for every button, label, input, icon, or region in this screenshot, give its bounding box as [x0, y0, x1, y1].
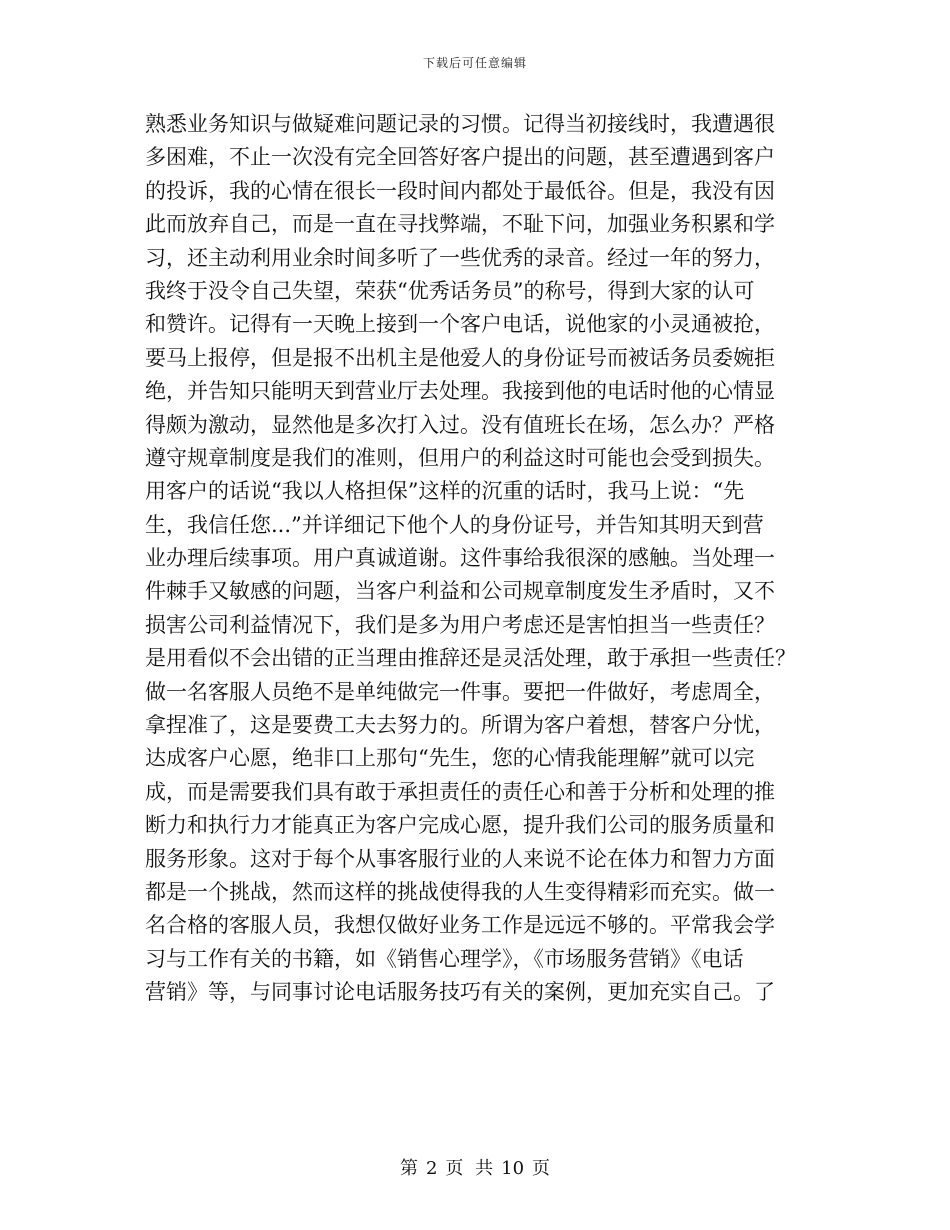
text-line: 断力和执行力才能真正为客户完成心愿，提升我们公司的服务质量和	[145, 813, 775, 838]
total-pages-number: 10	[501, 1158, 525, 1179]
text-line: 多困难，不止一次没有完全回答好客户提出的问题，甚至遭遇到客户	[145, 145, 775, 170]
text-line: 成，而是需要我们具有敢于承担责任的责任心和善于分析和处理的推	[145, 779, 775, 804]
text-line: 名合格的客服人员，我想仅做好业务工作是远远不够的。平常我会学	[145, 913, 775, 938]
page-footer	[0, 1154, 950, 1180]
text-line: 损害公司利益情况下，我们是多为用户考虑还是害怕担当一些责任？	[145, 612, 775, 637]
text-line: 得颇为激动，显然他是多次打入过。没有值班长在场，怎么办？严格	[145, 412, 775, 437]
text-line: 生，我信任您...”并详细记下他个人的身份证号，并告知其明天到营	[145, 512, 764, 537]
page-label-suffix: 页	[532, 1158, 551, 1179]
page-header: 下载后可任意编辑	[422, 56, 527, 70]
page-label-mid: 页 共	[445, 1158, 494, 1179]
text-line: 营销》等，与同事讨论电话服务技巧有关的案例，更加充实自己。了	[145, 980, 775, 1005]
text-line: 熟悉业务知识与做疑难问题记录的习惯。记得当初接线时，我遭遇很	[145, 112, 775, 136]
text-line: 我终于没令自己失望，荣获“优秀话务员”的称号，得到大家的认可	[145, 278, 755, 303]
text-line: 习，还主动利用业余时间多听了一些优秀的录音。经过一年的努力，	[145, 245, 775, 270]
text-line: 要马上报停，但是报不出机主是他爱人的身份证号而被话务员委婉拒	[145, 345, 775, 370]
text-line: 服务形象。这对于每个从事客服行业的人来说不论在体力和智力方面	[145, 846, 775, 871]
text-line: 此而放弃自己，而是一直在寻找弊端，不耻下问，加强业务积累和学	[145, 212, 775, 237]
text-line: 都是一个挑战，然而这样的挑战使得我的人生变得精彩而充实。做一	[145, 879, 775, 904]
text-line: 绝，并告知只能明天到营业厅去处理。我接到他的电话时他的心情显	[145, 379, 775, 404]
text-line: 业办理后续事项。用户真诚道谢。这件事给我很深的感触。当处理一	[145, 546, 775, 571]
text-line: 用客户的话说“我以人格担保”这样的沉重的话时，我马上说：“先	[145, 479, 745, 504]
text-line: 达成客户心愿，绝非口上那句“先生，您的心情我能理解”就可以完	[145, 746, 755, 771]
text-line: 拿捏准了，这是要费工夫去努力的。所谓为客户着想，替客户分忧，	[145, 713, 775, 738]
current-page-number: 2	[425, 1158, 438, 1179]
text-line: 的投诉，我的心情在很长一段时间内都处于最低谷。但是，我没有因	[145, 178, 775, 203]
page-label-prefix: 第	[399, 1158, 418, 1179]
text-line: 遵守规章制度是我们的准则，但用户的利益这时可能也会受到损失。	[145, 445, 775, 470]
text-line: 是用看似不会出错的正当理由推辞还是灵活处理，敢于承担一些责任？	[145, 646, 796, 671]
text-line: 做一名客服人员绝不是单纯做完一件事。要把一件做好，考虑周全，	[145, 679, 775, 704]
text-line: 和赞许。记得有一天晚上接到一个客户电话，说他家的小灵通被抢，	[145, 312, 775, 337]
text-line: 件棘手又敏感的问题，当客户利益和公司规章制度发生矛盾时，又不	[145, 579, 775, 604]
text-line: 习与工作有关的书籍，如《销售心理学》，《市场服务营销》《电话	[145, 946, 744, 971]
body-text	[145, 108, 815, 1010]
